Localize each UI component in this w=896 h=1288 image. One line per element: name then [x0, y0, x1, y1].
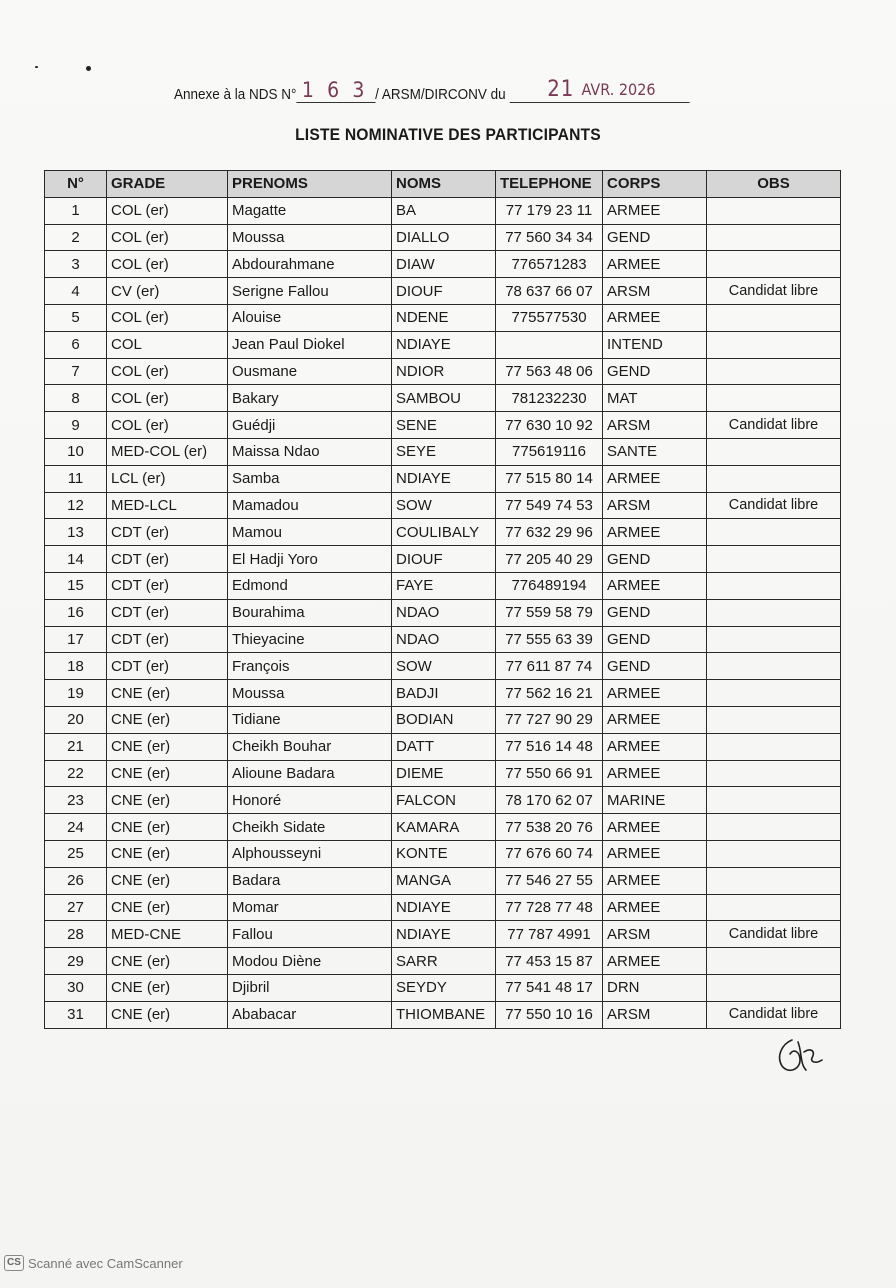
- cell-prenoms: Honoré: [228, 787, 392, 814]
- cell-obs: [707, 546, 841, 573]
- table-row: [45, 974, 841, 1001]
- cell-grade: CNE (er): [107, 948, 228, 975]
- cell-obs: [707, 626, 841, 653]
- cell-noms: SAMBOU: [392, 385, 496, 412]
- cell-telephone: [496, 331, 603, 358]
- cell-telephone: 78 637 66 07: [496, 278, 603, 305]
- cell-noms: DIEME: [392, 760, 496, 787]
- cell-grade: CNE (er): [107, 680, 228, 707]
- table-row: [45, 894, 841, 921]
- cell-noms: NDIAYE: [392, 465, 496, 492]
- cell-number: 17: [45, 626, 107, 653]
- cell-prenoms: Badara: [228, 867, 392, 894]
- cell-telephone: 77 559 58 79: [496, 599, 603, 626]
- cell-noms: COULIBALY: [392, 519, 496, 546]
- cell-obs: [707, 224, 841, 251]
- cell-prenoms: Moussa: [228, 680, 392, 707]
- cell-telephone: 77 728 77 48: [496, 894, 603, 921]
- cell-grade: LCL (er): [107, 465, 228, 492]
- cell-noms: DIALLO: [392, 224, 496, 251]
- cell-prenoms: Mamou: [228, 519, 392, 546]
- cell-telephone: 77 516 14 48: [496, 733, 603, 760]
- table-row: [45, 921, 841, 948]
- cell-telephone: 776489194: [496, 572, 603, 599]
- cell-telephone: 78 170 62 07: [496, 787, 603, 814]
- cell-noms: BA: [392, 197, 496, 224]
- cell-noms: BODIAN: [392, 706, 496, 733]
- cell-noms: NDIAYE: [392, 894, 496, 921]
- cell-grade: COL (er): [107, 197, 228, 224]
- table-row: [45, 546, 841, 573]
- cell-number: 12: [45, 492, 107, 519]
- cell-telephone: 77 611 87 74: [496, 653, 603, 680]
- cell-noms: DIAW: [392, 251, 496, 278]
- cell-grade: CNE (er): [107, 894, 228, 921]
- cell-grade: CNE (er): [107, 733, 228, 760]
- cell-prenoms: Bourahima: [228, 599, 392, 626]
- cell-corps: INTEND: [603, 331, 707, 358]
- cell-prenoms: Guédji: [228, 412, 392, 439]
- cell-grade: CNE (er): [107, 840, 228, 867]
- cell-telephone: 77 550 10 16: [496, 1001, 603, 1028]
- cell-corps: ARSM: [603, 278, 707, 305]
- cell-telephone: 77 555 63 39: [496, 626, 603, 653]
- participants-table-body: [45, 197, 841, 1028]
- column-header-grade: GRADE: [107, 171, 228, 198]
- cell-number: 29: [45, 948, 107, 975]
- cell-obs: [707, 680, 841, 707]
- table-row: [45, 840, 841, 867]
- column-header-obs: OBS: [707, 171, 841, 198]
- table-row: [45, 760, 841, 787]
- cell-prenoms: Momar: [228, 894, 392, 921]
- cell-grade: CNE (er): [107, 814, 228, 841]
- annex-reference-line: [174, 78, 714, 108]
- table-row: [45, 572, 841, 599]
- cell-prenoms: El Hadji Yoro: [228, 546, 392, 573]
- cell-number: 22: [45, 760, 107, 787]
- cell-number: 14: [45, 546, 107, 573]
- cell-corps: GEND: [603, 546, 707, 573]
- cell-obs: [707, 251, 841, 278]
- cell-obs: [707, 304, 841, 331]
- cell-obs: [707, 358, 841, 385]
- cell-obs: [707, 197, 841, 224]
- cell-number: 9: [45, 412, 107, 439]
- cell-prenoms: Alphousseyni: [228, 840, 392, 867]
- cell-noms: DIOUF: [392, 278, 496, 305]
- cell-grade: CDT (er): [107, 572, 228, 599]
- cell-telephone: 775619116: [496, 438, 603, 465]
- annex-reference: / ARSM/DIRCONV du: [375, 86, 506, 103]
- cell-corps: GEND: [603, 224, 707, 251]
- cell-corps: ARMEE: [603, 894, 707, 921]
- cell-number: 5: [45, 304, 107, 331]
- cell-grade: MED-CNE: [107, 921, 228, 948]
- table-row: [45, 224, 841, 251]
- cell-corps: ARMEE: [603, 197, 707, 224]
- cell-telephone: 77 538 20 76: [496, 814, 603, 841]
- cell-telephone: 776571283: [496, 251, 603, 278]
- cell-number: 15: [45, 572, 107, 599]
- cell-telephone: 77 179 23 11: [496, 197, 603, 224]
- cell-corps: MAT: [603, 385, 707, 412]
- cell-obs: [707, 840, 841, 867]
- cell-corps: ARMEE: [603, 572, 707, 599]
- cell-number: 16: [45, 599, 107, 626]
- cell-noms: KONTE: [392, 840, 496, 867]
- table-row: [45, 680, 841, 707]
- cell-noms: DIOUF: [392, 546, 496, 573]
- table-row: [45, 331, 841, 358]
- table-row: [45, 1001, 841, 1028]
- cell-obs: Candidat libre: [707, 278, 841, 305]
- cell-noms: SENE: [392, 412, 496, 439]
- cell-telephone: 77 546 27 55: [496, 867, 603, 894]
- cell-number: 3: [45, 251, 107, 278]
- cell-obs: [707, 385, 841, 412]
- table-row: [45, 412, 841, 439]
- document-title: LISTE NOMINATIVE DES PARTICIPANTS: [295, 125, 601, 144]
- cell-grade: COL (er): [107, 224, 228, 251]
- column-header-prenoms: PRENOMS: [228, 171, 392, 198]
- cell-grade: CDT (er): [107, 599, 228, 626]
- date-stamp: [509, 78, 689, 103]
- cell-noms: MANGA: [392, 867, 496, 894]
- table-row: [45, 385, 841, 412]
- cell-grade: CNE (er): [107, 867, 228, 894]
- cell-telephone: 77 563 48 06: [496, 358, 603, 385]
- cell-grade: CV (er): [107, 278, 228, 305]
- table-row: [45, 787, 841, 814]
- table-row: [45, 251, 841, 278]
- cell-corps: SANTE: [603, 438, 707, 465]
- cell-corps: ARMEE: [603, 760, 707, 787]
- cell-corps: ARMEE: [603, 680, 707, 707]
- cell-obs: [707, 760, 841, 787]
- table-row: [45, 465, 841, 492]
- cell-prenoms: Cheikh Sidate: [228, 814, 392, 841]
- cell-telephone: 77 630 10 92: [496, 412, 603, 439]
- cell-noms: THIOMBANE: [392, 1001, 496, 1028]
- cell-prenoms: Djibril: [228, 974, 392, 1001]
- cell-grade: CDT (er): [107, 519, 228, 546]
- table-row: [45, 519, 841, 546]
- table-row: [45, 358, 841, 385]
- cell-prenoms: Jean Paul Diokel: [228, 331, 392, 358]
- cell-grade: MED-LCL: [107, 492, 228, 519]
- cell-grade: COL (er): [107, 385, 228, 412]
- scanner-text: Scanné avec CamScanner: [28, 1255, 183, 1271]
- cell-obs: Candidat libre: [707, 412, 841, 439]
- cell-telephone: 77 787 4991: [496, 921, 603, 948]
- table-row: [45, 304, 841, 331]
- column-header-telephone: TELEPHONE: [496, 171, 603, 198]
- cell-prenoms: Alioune Badara: [228, 760, 392, 787]
- column-header-corps: CORPS: [603, 171, 707, 198]
- column-header-number: N°: [45, 171, 107, 198]
- cell-number: 26: [45, 867, 107, 894]
- cell-corps: ARMEE: [603, 304, 707, 331]
- cell-noms: KAMARA: [392, 814, 496, 841]
- cell-prenoms: Fallou: [228, 921, 392, 948]
- handwritten-signature: [770, 1030, 830, 1080]
- cell-obs: [707, 787, 841, 814]
- cell-telephone: 77 549 74 53: [496, 492, 603, 519]
- cell-noms: SOW: [392, 653, 496, 680]
- cell-obs: [707, 519, 841, 546]
- cell-prenoms: Magatte: [228, 197, 392, 224]
- cell-number: 18: [45, 653, 107, 680]
- cell-grade: CNE (er): [107, 787, 228, 814]
- cell-corps: MARINE: [603, 787, 707, 814]
- cell-corps: GEND: [603, 653, 707, 680]
- cell-number: 13: [45, 519, 107, 546]
- cell-grade: CNE (er): [107, 760, 228, 787]
- cell-number: 30: [45, 974, 107, 1001]
- cell-noms: DATT: [392, 733, 496, 760]
- cell-number: 2: [45, 224, 107, 251]
- cell-corps: ARMEE: [603, 867, 707, 894]
- cell-obs: [707, 867, 841, 894]
- cell-number: 31: [45, 1001, 107, 1028]
- cell-noms: FALCON: [392, 787, 496, 814]
- cell-number: 4: [45, 278, 107, 305]
- cell-number: 28: [45, 921, 107, 948]
- cell-number: 11: [45, 465, 107, 492]
- cell-prenoms: Ousmane: [228, 358, 392, 385]
- cell-telephone: 77 560 34 34: [496, 224, 603, 251]
- cell-telephone: 77 541 48 17: [496, 974, 603, 1001]
- table-row: [45, 599, 841, 626]
- cell-corps: ARSM: [603, 1001, 707, 1028]
- table-row: [45, 626, 841, 653]
- cell-corps: GEND: [603, 358, 707, 385]
- table-row: [45, 867, 841, 894]
- cell-grade: CNE (er): [107, 1001, 228, 1028]
- cell-grade: CDT (er): [107, 653, 228, 680]
- column-header-noms: NOMS: [392, 171, 496, 198]
- cell-corps: GEND: [603, 626, 707, 653]
- cell-noms: NDENE: [392, 304, 496, 331]
- cell-grade: CNE (er): [107, 974, 228, 1001]
- cell-prenoms: Tidiane: [228, 706, 392, 733]
- cell-noms: SEYDY: [392, 974, 496, 1001]
- cell-corps: ARMEE: [603, 814, 707, 841]
- cell-grade: COL (er): [107, 358, 228, 385]
- cell-prenoms: Bakary: [228, 385, 392, 412]
- table-row: [45, 733, 841, 760]
- cell-corps: ARMEE: [603, 840, 707, 867]
- table-row: [45, 948, 841, 975]
- cell-number: 27: [45, 894, 107, 921]
- cell-prenoms: Serigne Fallou: [228, 278, 392, 305]
- cell-prenoms: Maissa Ndao: [228, 438, 392, 465]
- cell-number: 1: [45, 197, 107, 224]
- cell-corps: ARSM: [603, 921, 707, 948]
- cell-obs: [707, 974, 841, 1001]
- table-row: [45, 438, 841, 465]
- table-row: [45, 814, 841, 841]
- date-month-year: AVR. 2026: [581, 80, 656, 99]
- cell-noms: BADJI: [392, 680, 496, 707]
- cell-noms: SARR: [392, 948, 496, 975]
- cell-telephone: 77 562 16 21: [496, 680, 603, 707]
- cell-corps: ARMEE: [603, 706, 707, 733]
- cell-noms: FAYE: [392, 572, 496, 599]
- cell-noms: SEYE: [392, 438, 496, 465]
- table-header-row: [45, 171, 841, 198]
- cell-number: 23: [45, 787, 107, 814]
- cell-prenoms: François: [228, 653, 392, 680]
- camscanner-logo-icon: CS: [4, 1255, 24, 1271]
- cell-telephone: 77 453 15 87: [496, 948, 603, 975]
- cell-number: 7: [45, 358, 107, 385]
- cell-obs: Candidat libre: [707, 492, 841, 519]
- cell-prenoms: Abdourahmane: [228, 251, 392, 278]
- cell-prenoms: Moussa: [228, 224, 392, 251]
- cell-obs: [707, 572, 841, 599]
- cell-telephone: 77 727 90 29: [496, 706, 603, 733]
- cell-telephone: 77 676 60 74: [496, 840, 603, 867]
- cell-corps: ARMEE: [603, 465, 707, 492]
- cell-obs: [707, 706, 841, 733]
- cell-prenoms: Edmond: [228, 572, 392, 599]
- cell-number: 25: [45, 840, 107, 867]
- nds-number-handwritten: 1 6 3: [296, 78, 375, 103]
- cell-corps: GEND: [603, 599, 707, 626]
- cell-number: 6: [45, 331, 107, 358]
- cell-obs: [707, 465, 841, 492]
- cell-number: 20: [45, 706, 107, 733]
- cell-grade: COL (er): [107, 304, 228, 331]
- cell-number: 24: [45, 814, 107, 841]
- cell-obs: Candidat libre: [707, 921, 841, 948]
- cell-grade: CNE (er): [107, 706, 228, 733]
- cell-corps: ARMEE: [603, 948, 707, 975]
- cell-telephone: 775577530: [496, 304, 603, 331]
- cell-telephone: 77 550 66 91: [496, 760, 603, 787]
- cell-obs: [707, 438, 841, 465]
- cell-corps: ARMEE: [603, 251, 707, 278]
- cell-grade: COL: [107, 331, 228, 358]
- scanner-watermark: [4, 1254, 183, 1272]
- cell-corps: DRN: [603, 974, 707, 1001]
- cell-grade: CDT (er): [107, 546, 228, 573]
- cell-obs: [707, 599, 841, 626]
- date-day: 21: [547, 77, 575, 102]
- cell-corps: ARSM: [603, 492, 707, 519]
- table-row: [45, 197, 841, 224]
- cell-noms: NDAO: [392, 626, 496, 653]
- cell-obs: Candidat libre: [707, 1001, 841, 1028]
- cell-obs: [707, 733, 841, 760]
- cell-corps: ARMEE: [603, 733, 707, 760]
- cell-number: 8: [45, 385, 107, 412]
- cell-corps: ARMEE: [603, 519, 707, 546]
- cell-number: 21: [45, 733, 107, 760]
- cell-obs: [707, 653, 841, 680]
- table-row: [45, 278, 841, 305]
- participants-table: [44, 170, 841, 1029]
- cell-grade: CDT (er): [107, 626, 228, 653]
- cell-corps: ARSM: [603, 412, 707, 439]
- cell-grade: COL (er): [107, 412, 228, 439]
- table-row: [45, 492, 841, 519]
- cell-prenoms: Mamadou: [228, 492, 392, 519]
- scan-speck: [35, 66, 38, 68]
- cell-noms: NDIAYE: [392, 331, 496, 358]
- cell-telephone: 781232230: [496, 385, 603, 412]
- table-row: [45, 706, 841, 733]
- scan-speck: [86, 66, 91, 71]
- cell-noms: NDIAYE: [392, 921, 496, 948]
- cell-noms: NDIOR: [392, 358, 496, 385]
- cell-number: 10: [45, 438, 107, 465]
- cell-telephone: 77 205 40 29: [496, 546, 603, 573]
- table-row: [45, 653, 841, 680]
- cell-obs: [707, 948, 841, 975]
- cell-telephone: 77 632 29 96: [496, 519, 603, 546]
- cell-prenoms: Thieyacine: [228, 626, 392, 653]
- annex-prefix: Annexe à la NDS N°: [174, 86, 297, 103]
- cell-prenoms: Samba: [228, 465, 392, 492]
- cell-obs: [707, 331, 841, 358]
- cell-prenoms: Modou Diène: [228, 948, 392, 975]
- cell-prenoms: Cheikh Bouhar: [228, 733, 392, 760]
- cell-noms: NDAO: [392, 599, 496, 626]
- cell-prenoms: Ababacar: [228, 1001, 392, 1028]
- cell-number: 19: [45, 680, 107, 707]
- cell-grade: MED-COL (er): [107, 438, 228, 465]
- cell-prenoms: Alouise: [228, 304, 392, 331]
- cell-obs: [707, 814, 841, 841]
- cell-grade: COL (er): [107, 251, 228, 278]
- cell-noms: SOW: [392, 492, 496, 519]
- cell-telephone: 77 515 80 14: [496, 465, 603, 492]
- cell-obs: [707, 894, 841, 921]
